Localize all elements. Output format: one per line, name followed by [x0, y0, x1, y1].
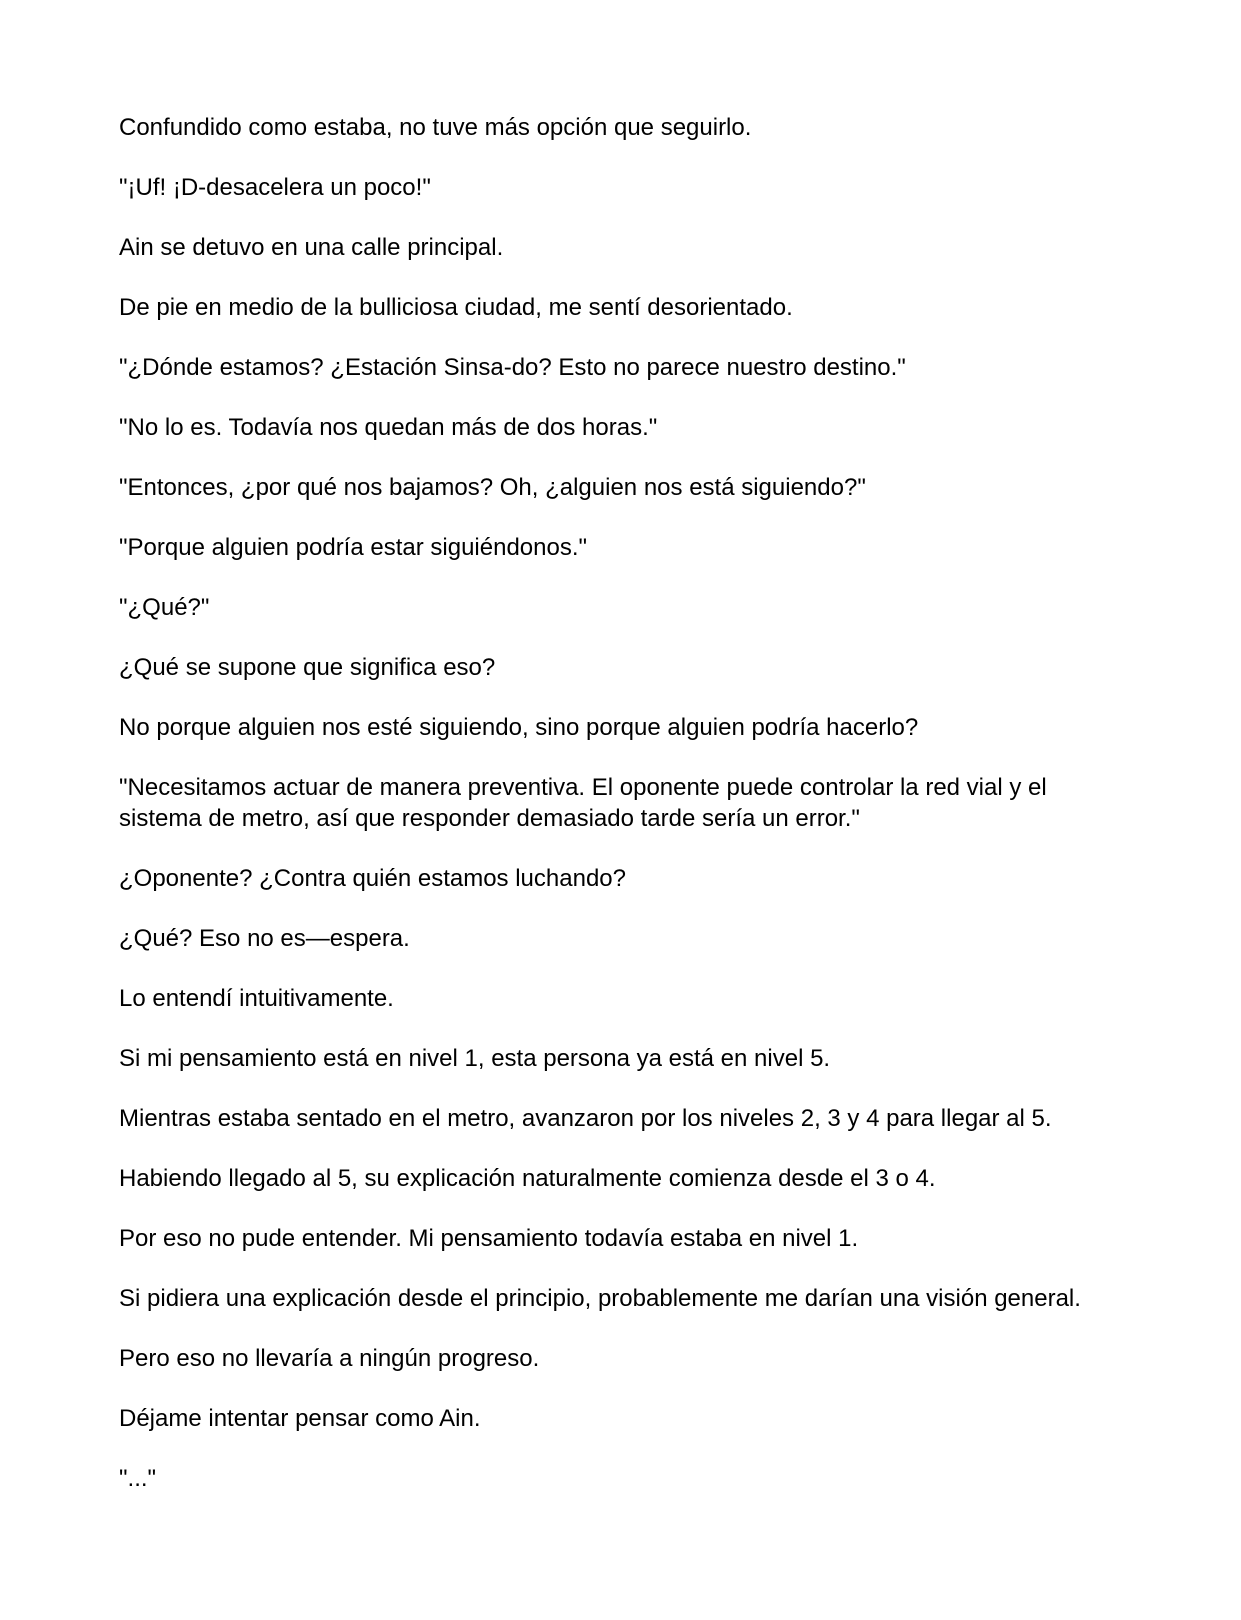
paragraph: "Porque alguien podría estar siguiéndonos."	[119, 534, 588, 561]
paragraph: Ain se detuvo en una calle principal.	[119, 234, 504, 261]
paragraph: Mientras estaba sentado en el metro, avanzaron por los niveles 2, 3 y 4 para llegar al 5.	[119, 1105, 1052, 1132]
paragraph: "¿Qué?"	[119, 594, 210, 621]
paragraph: "Entonces, ¿por qué nos bajamos? Oh, ¿alguien nos está siguiendo?"	[119, 474, 866, 501]
paragraph: Pero eso no llevaría a ningún progreso.	[119, 1345, 540, 1372]
paragraph: Habiendo llegado al 5, su explicación naturalmente comienza desde el 3 o 4.	[119, 1165, 936, 1192]
paragraph: Si pidiera una explicación desde el principio, probablemente me darían una visión general.	[119, 1285, 1081, 1312]
paragraph: "No lo es. Todavía nos quedan más de dos horas."	[119, 414, 658, 441]
paragraph: ¿Qué se supone que significa eso?	[119, 654, 496, 681]
paragraph: Por eso no pude entender. Mi pensamiento todavía estaba en nivel 1.	[119, 1225, 859, 1252]
paragraph: Si mi pensamiento está en nivel 1, esta persona ya está en nivel 5.	[119, 1045, 831, 1072]
paragraph: ¿Oponente? ¿Contra quién estamos luchando?	[119, 865, 626, 892]
paragraph: Confundido como estaba, no tuve más opción que seguirlo.	[119, 114, 752, 141]
paragraph: "..."	[119, 1465, 157, 1492]
paragraph: ¿Qué? Eso no es—espera.	[119, 925, 410, 952]
paragraph: "Necesitamos actuar de manera preventiva. El oponente puede controlar la red vial y el sistema de metro, así que responder demasiado tarde sería un error."	[119, 774, 1047, 832]
document-body	[119, 112, 1129, 1523]
paragraph: Déjame intentar pensar como Ain.	[119, 1405, 481, 1432]
paragraph: "¡Uf! ¡D-desacelera un poco!"	[119, 174, 431, 201]
paragraph: De pie en medio de la bulliciosa ciudad, me sentí desorientado.	[119, 294, 793, 321]
paragraph: Lo entendí intuitivamente.	[119, 985, 394, 1012]
paragraph: "¿Dónde estamos? ¿Estación Sinsa-do? Esto no parece nuestro destino."	[119, 354, 906, 381]
paragraph: No porque alguien nos esté siguiendo, sino porque alguien podría hacerlo?	[119, 714, 919, 741]
